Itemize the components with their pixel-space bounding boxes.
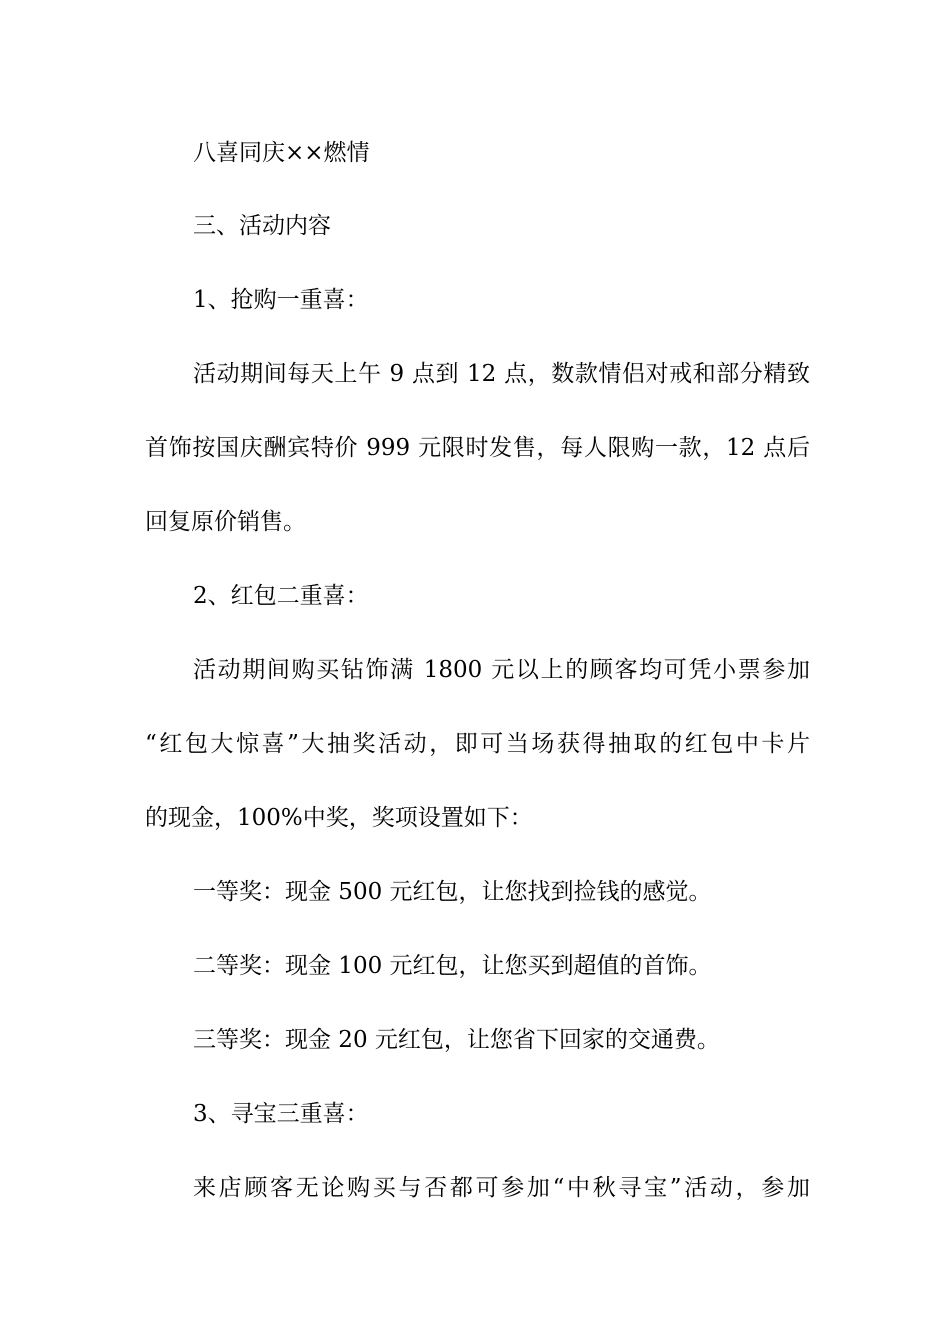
item-heading-3: 3、寻宝三重喜： <box>193 1101 369 1127</box>
item-heading-2: 2、红包二重喜： <box>193 583 369 609</box>
paragraph-2-line-2: “红包大惊喜”大抽奖活动，即可当场获得抽取的红包中卡片 <box>145 731 810 757</box>
paragraph-1-line-1: 活动期间每天上午 9 点到 12 点，数款情侣对戒和部分精致 <box>193 361 810 387</box>
subtitle-line: 八喜同庆××燃情 <box>193 140 370 166</box>
paragraph-1-line-3: 回复原价销售。 <box>145 509 306 535</box>
prize-third: 三等奖：现金 20 元红包，让您省下回家的交通费。 <box>193 1027 720 1053</box>
prize-first: 一等奖：现金 500 元红包，让您找到捡钱的感觉。 <box>193 879 712 905</box>
section-heading: 三、活动内容 <box>193 213 331 239</box>
item-heading-1: 1、抢购一重喜： <box>193 287 369 313</box>
paragraph-2-line-1: 活动期间购买钻饰满 1800 元以上的顾客均可凭小票参加 <box>193 657 810 683</box>
paragraph-3-line-1: 来店顾客无论购买与否都可参加“中秋寻宝”活动，参加 <box>193 1175 810 1201</box>
prize-second: 二等奖：现金 100 元红包，让您买到超值的首饰。 <box>193 953 712 979</box>
paragraph-1-line-2: 首饰按国庆酬宾特价 999 元限时发售，每人限购一款，12 点后 <box>145 435 810 461</box>
paragraph-2-line-3: 的现金，100%中奖，奖项设置如下： <box>145 805 533 831</box>
